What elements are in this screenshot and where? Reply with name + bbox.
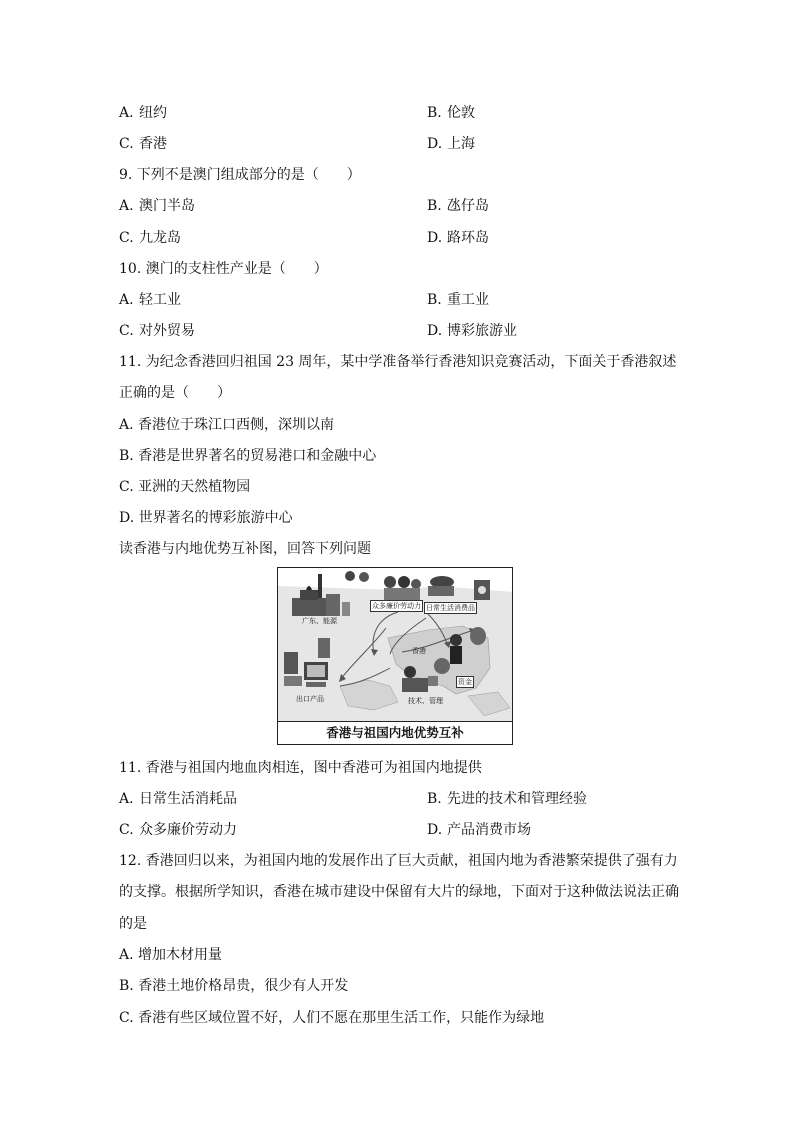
- label-export-products: 出口产品: [296, 695, 324, 703]
- option-label: B.: [427, 791, 442, 807]
- hk-mainland-complement-figure: [277, 567, 513, 745]
- option-label: C.: [119, 822, 134, 838]
- option-label: B.: [427, 105, 442, 121]
- option-text: 重工业: [447, 292, 489, 308]
- q8-option-b[interactable]: [427, 103, 475, 123]
- option-text: 上海: [447, 136, 475, 152]
- q11a-stem-line1: 11. 为纪念香港回归祖国 23 周年，某中学准备举行香港知识竞赛活动，下面关于香港叙述: [119, 354, 677, 370]
- label-funds: 资金: [458, 678, 472, 686]
- q11a-option-a[interactable]: A. 香港位于珠江口西侧，深圳以南: [119, 417, 335, 433]
- option-label: D.: [427, 323, 443, 339]
- option-label: B.: [427, 292, 442, 308]
- q10-option-d[interactable]: [427, 321, 517, 341]
- q11a-option-c[interactable]: C. 亚洲的天然植物园: [119, 479, 251, 495]
- q10-option-a[interactable]: [119, 290, 181, 310]
- option-text: 博彩旅游业: [447, 323, 517, 339]
- label-tech-management: 技术、管理: [408, 697, 443, 705]
- q8-option-c[interactable]: [119, 134, 167, 154]
- option-label: D.: [427, 822, 443, 838]
- option-label: A.: [119, 791, 134, 807]
- option-label: A.: [119, 105, 134, 121]
- option-label: A.: [119, 292, 134, 308]
- q11a-option-d[interactable]: D. 世界著名的博彩旅游中心: [119, 510, 293, 526]
- option-text: 澳门半岛: [139, 198, 195, 214]
- q12-option-b[interactable]: B. 香港土地价格昂贵，很少有人开发: [119, 978, 349, 994]
- q8-option-d[interactable]: [427, 134, 475, 154]
- q11a-option-b[interactable]: B. 香港是世界著名的贸易港口和金融中心: [119, 448, 377, 464]
- q12-stem-line3: 的是: [119, 916, 147, 932]
- q12-stem-line2: 的支撑。根据所学知识，香港在城市建设中保留有大片的绿地，下面对于这种做法说法正确: [119, 884, 679, 900]
- q11b-option-d[interactable]: [427, 820, 531, 840]
- q9-option-c[interactable]: [119, 228, 181, 248]
- option-label: C.: [119, 230, 134, 246]
- q11b-option-a[interactable]: [119, 789, 237, 809]
- reading-prompt: 读香港与内地优势互补图，回答下列问题: [119, 541, 371, 557]
- option-label: D.: [427, 136, 443, 152]
- option-label: C.: [119, 323, 134, 339]
- option-label: B.: [427, 198, 442, 214]
- q11a-stem-line2: 正确的是（ ）: [119, 385, 231, 401]
- option-text: 产品消费市场: [447, 822, 531, 838]
- q11b-option-b[interactable]: [427, 789, 587, 809]
- q11b-stem: 11. 香港与祖国内地血肉相连，图中香港可为祖国内地提供: [119, 760, 482, 776]
- q9-option-b[interactable]: [427, 196, 489, 216]
- q12-stem-line1: 12. 香港回归以来，为祖国内地的发展作出了巨大贡献，祖国内地为香港繁荣提供了强有力: [119, 853, 678, 869]
- option-text: 九龙岛: [139, 230, 181, 246]
- q10-option-c[interactable]: [119, 321, 195, 341]
- q11b-option-c[interactable]: [119, 820, 237, 840]
- q12-option-c[interactable]: C. 香港有些区域位置不好，人们不愿在那里生活工作，只能作为绿地: [119, 1010, 545, 1026]
- label-guangdong-power: 广东、能源: [302, 617, 337, 625]
- q8-option-a[interactable]: [119, 103, 167, 123]
- option-text: 轻工业: [139, 292, 181, 308]
- option-text: 路环岛: [447, 230, 489, 246]
- q9-option-d[interactable]: [427, 228, 489, 248]
- option-label: A.: [119, 198, 134, 214]
- option-text: 日常生活消耗品: [139, 791, 237, 807]
- option-label: D.: [427, 230, 443, 246]
- option-text: 氹仔岛: [447, 198, 489, 214]
- q9-stem: 9. 下列不是澳门组成部分的是（ ）: [119, 167, 361, 183]
- option-text: 伦敦: [447, 105, 475, 121]
- option-label: C.: [119, 136, 134, 152]
- label-cheap-labor: 众多廉价劳动力: [372, 602, 421, 610]
- option-text: 对外贸易: [139, 323, 195, 339]
- q9-option-a[interactable]: [119, 196, 195, 216]
- option-text: 香港: [139, 136, 167, 152]
- label-hong-kong: 香港: [412, 647, 426, 655]
- q10-option-b[interactable]: [427, 290, 489, 310]
- figure-title: 香港与祖国内地优势互补: [278, 721, 512, 744]
- option-text: 纽约: [139, 105, 167, 121]
- option-text: 众多廉价劳动力: [139, 822, 237, 838]
- q12-option-a[interactable]: A. 增加木材用量: [119, 947, 223, 963]
- label-daily-goods: 日常生活消费品: [426, 604, 475, 612]
- q10-stem: 10. 澳门的支柱性产业是（ ）: [119, 261, 328, 277]
- option-text: 先进的技术和管理经验: [447, 791, 587, 807]
